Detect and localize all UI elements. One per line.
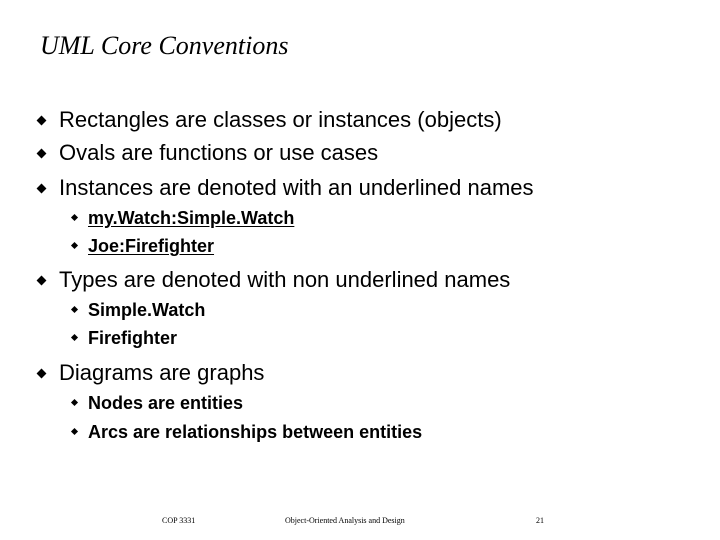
bullet-list: Rectangles are classes or instances (objects) Ovals are functions or use cases Instances are denoted with an underlined names my.Watch:Simple.Watch Joe:Firefighter Types are denoted with non underlined names Simple.Watch Firefighter Diagrams are graphs Nodes are entities Arcs are relationships between entities xyxy=(0,0,720,540)
footer-course: COP 3331 xyxy=(162,516,196,525)
diamond-bullet-icon xyxy=(37,116,47,126)
small-diamond-bullet-icon xyxy=(71,334,78,341)
small-diamond-bullet-icon xyxy=(71,399,78,406)
footer-page-number: 21 xyxy=(536,516,544,525)
diamond-bullet-icon xyxy=(37,276,47,286)
small-diamond-bullet-icon xyxy=(71,428,78,435)
small-diamond-bullet-icon xyxy=(71,306,78,313)
diamond-bullet-icon xyxy=(37,369,47,379)
slide-title: UML Core Conventions xyxy=(40,31,289,60)
diamond-bullet-icon xyxy=(37,149,47,159)
small-diamond-bullet-icon xyxy=(71,214,78,221)
diamond-bullet-icon xyxy=(37,184,47,194)
footer-subject: Object-Oriented Analysis and Design xyxy=(285,516,405,525)
small-diamond-bullet-icon xyxy=(71,242,78,249)
